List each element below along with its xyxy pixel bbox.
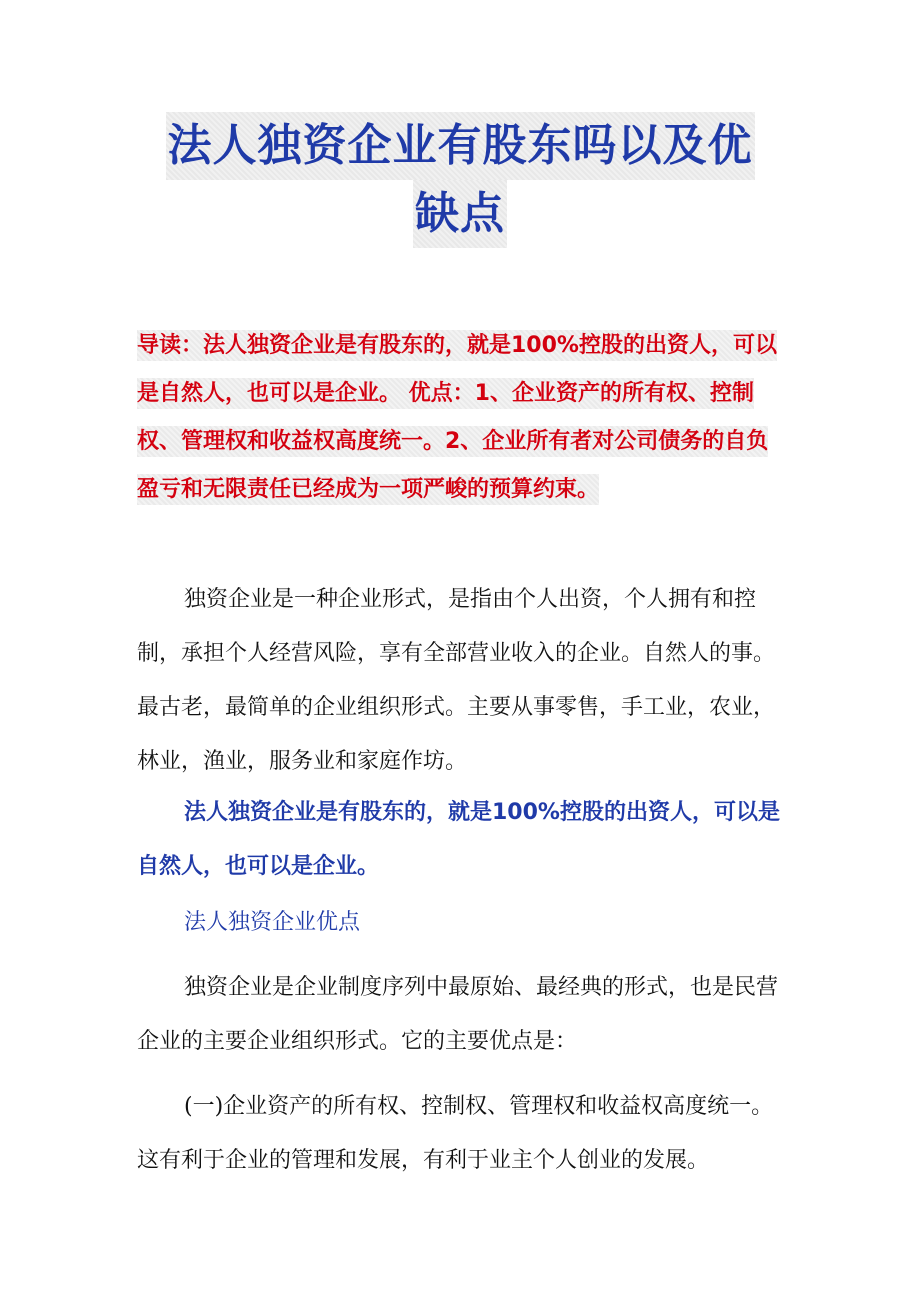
paragraph-text: 独资企业是企业制度序列中最原始、最经典的形式，也是民营企业的主要企业组织形式。它的主要优点是： [137, 975, 779, 1054]
paragraph-advantages-intro [137, 961, 787, 1069]
paragraph-advantage-one [137, 1080, 787, 1188]
summary-block [137, 322, 787, 514]
page-title [0, 112, 920, 248]
paragraph-text: (一)企业资产的所有权、控制权、管理权和收益权高度统一。这有利于企业的管理和发展，有利于业主个人创业的发展。 [137, 1094, 774, 1173]
paragraph-text: 法人独资企业是有股东的，就是100%控股的出资人，可以是自然人，也可以是企业。 [137, 800, 780, 879]
paragraph-shareholder [137, 786, 787, 894]
paragraph-text: 独资企业是一种企业形式，是指由个人出资，个人拥有和控制，承担个人经营风险，享有全部营业收入的企业。自然人的事。最古老，最简单的企业组织形式。主要从事零售，手工业，农业，林业，渔业，服务业和家庭作坊。 [137, 587, 776, 774]
section-heading-advantages [137, 896, 787, 950]
summary-text: 导读：法人独资企业是有股东的，就是100%控股的出资人，可以是自然人，也可以是企业。 优点：1、企业资产的所有权、控制权、管理权和收益权高度统一。2、企业所有者对公司债务的自负盈亏和无限责任已经成为一项严峻的预算约束。 [137, 330, 777, 505]
paragraph-intro [137, 573, 787, 789]
heading-text: 法人独资企业优点 [184, 910, 361, 935]
title-line-2: 缺点 [413, 180, 507, 248]
title-line-1: 法人独资企业有股东吗以及优 [166, 112, 755, 180]
